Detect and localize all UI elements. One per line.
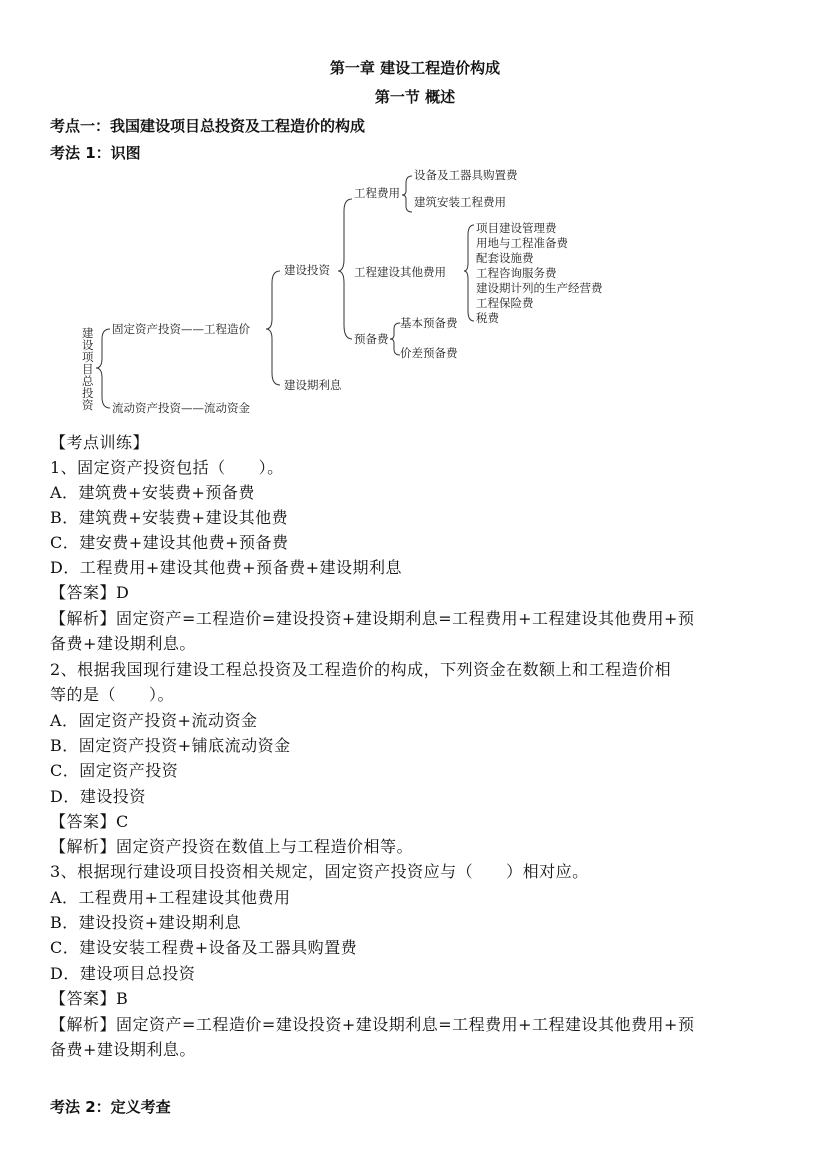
root-char: 资 bbox=[82, 398, 94, 412]
brace bbox=[464, 225, 474, 321]
q1-option-c: C．建安费+建设其他费+预备费 bbox=[50, 533, 289, 552]
brace bbox=[338, 199, 352, 339]
root-char: 设 bbox=[82, 338, 94, 352]
q2-option-c: C．固定资产投资 bbox=[50, 761, 179, 780]
other-cost-item: 用地与工程准备费 bbox=[476, 236, 568, 250]
q1-explanation: 【解析】固定资产=工程造价=建设投资+建设期利息=工程费用+工程建设其他费用+预 bbox=[50, 609, 695, 628]
root-char: 建 bbox=[82, 326, 94, 340]
question-2-cont: 等的是（ ）。 bbox=[50, 685, 175, 704]
method-heading: 考法 1：识图 bbox=[50, 144, 141, 162]
current-asset-label: 流动资产投资——流动资金 bbox=[112, 401, 250, 415]
q3-explanation: 【解析】固定资产=工程造价=建设投资+建设期利息=工程费用+工程建设其他费用+预 bbox=[50, 1015, 695, 1034]
training-label: 【考点训练】 bbox=[50, 433, 150, 452]
root-char: 目 bbox=[82, 362, 94, 376]
q2-option-b: B．固定资产投资+铺底流动资金 bbox=[50, 736, 291, 755]
reserve-label: 预备费 bbox=[354, 332, 389, 346]
q3-option-d: D．建设项目总投资 bbox=[50, 964, 196, 983]
root-char: 项 bbox=[82, 350, 94, 364]
q1-option-a: A．建筑费+安装费+预备费 bbox=[50, 483, 255, 502]
q1-option-d: D．工程费用+建设其他费+预备费+建设期利息 bbox=[50, 558, 403, 577]
q1-explanation-cont: 备费+建设期利息。 bbox=[50, 634, 196, 653]
fixed-asset-label: 固定资产投资——工程造价 bbox=[112, 322, 250, 336]
q1-option-b: B．建筑费+安装费+建设其他费 bbox=[50, 508, 289, 527]
other-cost-item: 工程咨询服务费 bbox=[476, 266, 557, 280]
construction-interest-label: 建设期利息 bbox=[284, 378, 342, 392]
construction-investment-label: 建设投资 bbox=[284, 263, 330, 277]
basic-reserve-label: 基本预备费 bbox=[400, 316, 458, 330]
brace bbox=[402, 176, 412, 212]
brace bbox=[390, 323, 400, 355]
q2-explanation: 【解析】固定资产投资在数值上与工程造价相等。 bbox=[50, 837, 414, 856]
q3-option-c: C．建设安装工程费+设备及工器具购置费 bbox=[50, 938, 358, 957]
other-cost-item: 项目建设管理费 bbox=[476, 221, 557, 235]
question-1: 1、固定资产投资包括（ ）。 bbox=[50, 458, 284, 477]
method2-heading: 考法 2：定义考查 bbox=[50, 1098, 171, 1116]
q3-answer: 【答案】B bbox=[50, 989, 129, 1008]
other-cost-item: 工程保险费 bbox=[476, 296, 534, 310]
q3-option-a: A．工程费用+工程建设其他费用 bbox=[50, 888, 291, 907]
root-char: 投 bbox=[82, 386, 94, 400]
other-cost-item: 配套设施费 bbox=[476, 251, 534, 265]
question-3: 3、根据现行建设项目投资相关规定，固定资产投资应与（ ）相对应。 bbox=[50, 862, 589, 881]
point-heading: 考点一：我国建设项目总投资及工程造价的构成 bbox=[50, 117, 366, 135]
q2-option-d: D．建设投资 bbox=[50, 787, 146, 806]
root-char: 总 bbox=[82, 374, 94, 388]
other-cost-label: 工程建设其他费用 bbox=[354, 265, 446, 279]
building-install-label: 建筑安装工程费用 bbox=[414, 195, 506, 209]
q2-answer: 【答案】C bbox=[50, 812, 129, 831]
other-cost-item: 建设期计列的生产经营费 bbox=[476, 281, 603, 295]
equipment-label: 设备及工器具购置费 bbox=[414, 168, 518, 182]
q3-explanation-cont: 备费+建设期利息。 bbox=[50, 1040, 196, 1059]
question-2: 2、根据我国现行建设工程总投资及工程造价的构成，下列资金在数额上和工程造价相 bbox=[50, 660, 672, 679]
chapter-title: 第一章 建设工程造价构成 bbox=[329, 59, 501, 77]
q2-option-a: A．固定资产投资+流动资金 bbox=[50, 711, 258, 730]
brace bbox=[96, 329, 110, 408]
q1-answer: 【答案】D bbox=[50, 583, 130, 602]
other-cost-item: 税费 bbox=[476, 311, 499, 325]
investment-structure-diagram bbox=[50, 163, 630, 425]
section-title: 第一节 概述 bbox=[374, 88, 456, 106]
brace bbox=[266, 271, 280, 385]
price-reserve-label: 价差预备费 bbox=[400, 346, 458, 360]
engineering-cost-label: 工程费用 bbox=[354, 186, 400, 200]
q3-option-b: B．建设投资+建设期利息 bbox=[50, 913, 242, 932]
